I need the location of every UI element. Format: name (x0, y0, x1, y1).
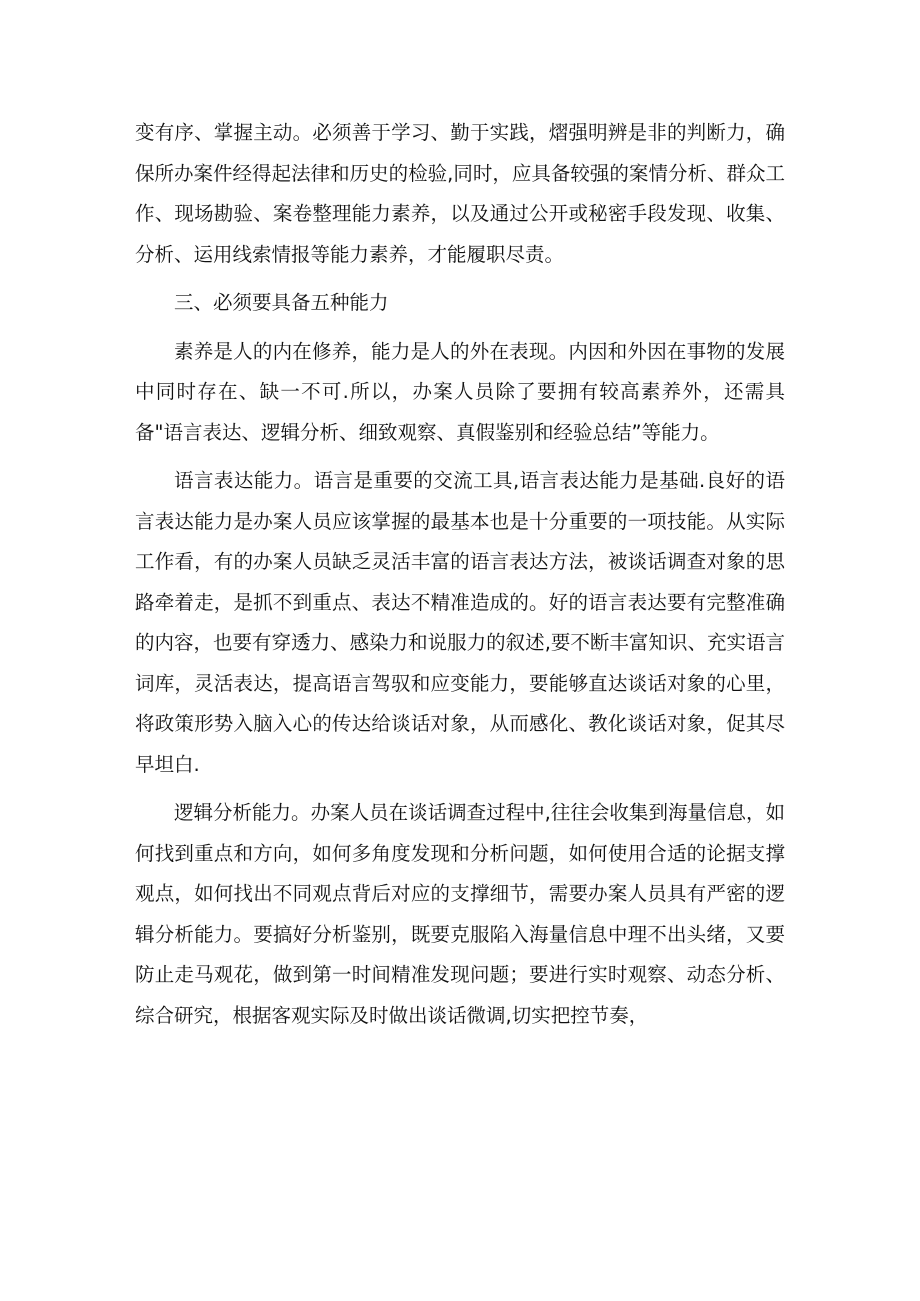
paragraph-logic-ability: 逻辑分析能力。办案人员在谈话调查过程中,往往会收集到海量信息，如何找到重点和方向，如何多角度发现和分析问题，如何使用合适的论据支撑观点，如何找出不同观点背后对应的支撑细节，需要办案人员具有严密的逻辑分析能力。要搞好分析鉴别，既要克服陷入海量信息中理不出头绪，又要防止走马观花，做到第一时间精准发现问题；要进行实时观察、动态分析、综合研究，根据客观实际及时做出谈话微调,切实把控节奏， (135, 801, 785, 1027)
paragraph-gap (135, 275, 785, 283)
paragraph-continued: 变有序、掌握主动。必须善于学习、勤于实践，熠强明辨是非的判断力，确保所办案件经得起法律和历史的检验,同时，应具备较强的案情分析、群众工作、现场勘验、案卷整理能力素养，以及通过公开或秘密手段发现、收集、分析、运用线索情报等能力素养，才能履职尽责。 (135, 121, 785, 266)
paragraph-intro: 素养是人的内在修养，能力是人的外在表现。内因和外因在事物的发展中同时存在、缺一不可.所以，办案人员除了要拥有较高素养外，还需具备"语言表达、逻辑分析、细致观察、真假鉴别和经验总结”等能力。 (135, 339, 785, 444)
section-heading: 三、必须要具备五种能力 (174, 291, 389, 314)
paragraph-gap (135, 453, 785, 461)
document-body (135, 113, 785, 1036)
paragraph-language-ability: 语言表达能力。语言是重要的交流工具,语言表达能力是基础.良好的语言表达能力是办案人员应该掌握的最基本也是十分重要的一项技能。从实际工作看，有的办案人员缺乏灵活丰富的语言表达方法，被谈话调查对象的思路牵着走，是抓不到重点、表达不精准造成的。好的语言表达要有完整准确的内容，也要有穿透力、感染力和说服力的叙述,要不断丰富知识、充实语言词库，灵活表达，提高语言驾驭和应变能力，要能够直达谈话对象的心里，将政策形势入脑入心的传达给谈话对象，从而感化、教化谈话对象，促其尽早坦白. (135, 469, 785, 776)
paragraph-gap (135, 785, 785, 793)
paragraph-gap (135, 324, 785, 332)
